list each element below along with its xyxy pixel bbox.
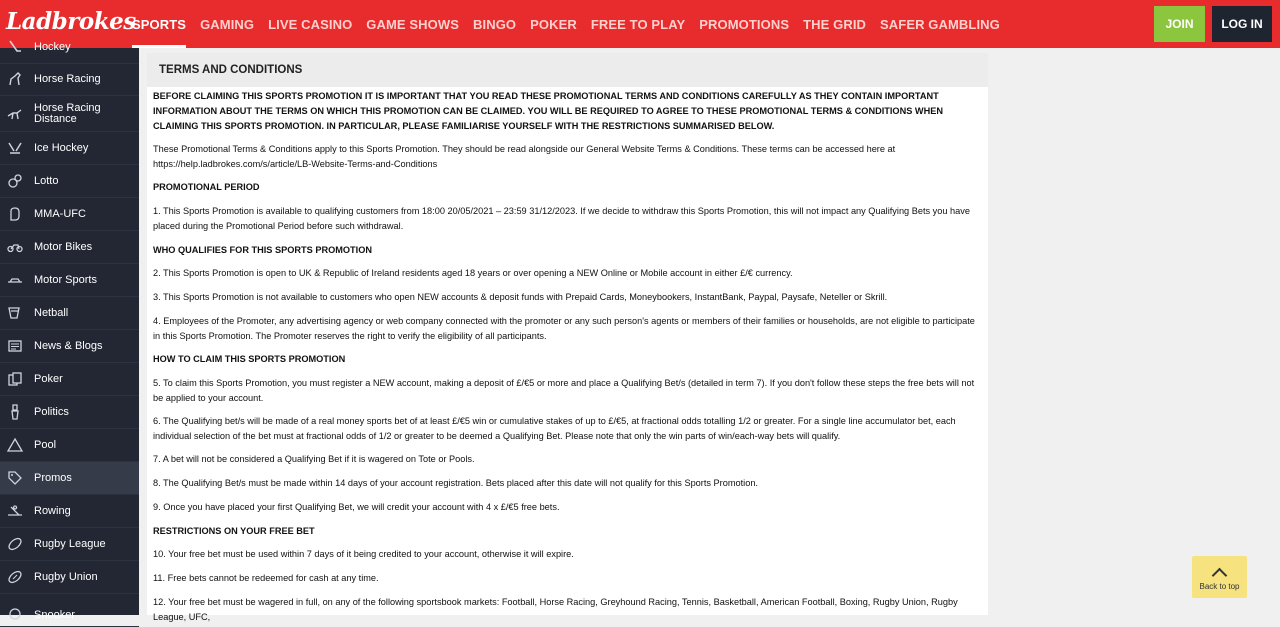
heading-promotional-period: PROMOTIONAL PERIOD xyxy=(153,182,260,192)
sidebar-item-label: Promos xyxy=(34,471,72,484)
nav-bingo[interactable]: BINGO xyxy=(473,16,517,32)
lotto-icon xyxy=(7,173,23,189)
sidebar-item-label: Lotto xyxy=(34,174,59,187)
main-nav xyxy=(132,0,1014,48)
back-to-top-button[interactable] xyxy=(1192,556,1247,598)
term-11: 11. Free bets cannot be redeemed for cash at any time. xyxy=(153,573,379,583)
tag-icon xyxy=(7,470,23,486)
sidebar-item-label: Snooker xyxy=(34,609,75,621)
sidebar-item-ice-hockey[interactable] xyxy=(0,132,139,165)
sidebar-item-horse-racing[interactable] xyxy=(0,63,139,96)
sidebar-item-mma-ufc[interactable] xyxy=(0,198,139,231)
term-5: 5. To claim this Sports Promotion, you must register a NEW account, making a deposit of £/€5 or more and place a Qualifying Bet/s (detailed in term 7). If you don't follow these steps the free bets will not be applied to your account. xyxy=(153,378,975,403)
nav-the-grid[interactable]: THE GRID xyxy=(803,16,867,32)
sidebar-item-snooker[interactable] xyxy=(0,594,139,627)
car-icon xyxy=(7,272,23,288)
horse-icon xyxy=(7,71,23,87)
politics-icon xyxy=(7,404,23,420)
nav-promotions[interactable]: PROMOTIONS xyxy=(699,16,790,32)
sidebar-item-horse-racing-distance[interactable] xyxy=(0,96,139,132)
horse-distance-icon xyxy=(7,106,23,122)
term-3: 3. This Sports Promotion is not available to customers who open NEW accounts & deposit funds with Prepaid Cards, Moneybookers, InstantBank, Paypal, Paysafe, Neteller or Skrill. xyxy=(153,292,888,302)
sidebar-item-label: Motor Sports xyxy=(34,273,97,286)
top-header xyxy=(0,0,1280,48)
sidebar-item-rugby-league[interactable] xyxy=(0,528,139,561)
sports-sidebar xyxy=(0,40,139,621)
sidebar-item-motor-sports[interactable] xyxy=(0,264,139,297)
sidebar-item-label: Hockey xyxy=(34,40,71,53)
sidebar-item-label: Horse Racing Distance xyxy=(34,101,101,125)
term-2: 2. This Sports Promotion is open to UK & Republic of Ireland residents aged 18 years or over opening a NEW Online or Mobile account in either £/€ currency. xyxy=(153,268,793,278)
sidebar-item-politics[interactable] xyxy=(0,396,139,429)
nav-gaming[interactable]: GAMING xyxy=(200,16,255,32)
sidebar-item-label: Motor Bikes xyxy=(34,240,93,253)
rugby-union-icon xyxy=(7,569,23,585)
join-button[interactable]: JOIN xyxy=(1154,6,1205,42)
nav-game-shows[interactable]: GAME SHOWS xyxy=(366,16,460,32)
sidebar-item-label: Rugby Union xyxy=(34,570,98,583)
term-12: 12. Your free bet must be wagered in full, on any of the following sportsbook markets: Football, Horse Racing, Greyhound Racing, Tennis, Basketball, American Football, Boxing, Rugby Union, Rugby League, UFC, xyxy=(153,597,958,622)
sidebar-item-label: Pool xyxy=(34,438,57,451)
term-7: 7. A bet will not be considered a Qualifying Bet if it is wagered on Tote or Pools. xyxy=(153,454,475,464)
rugby-ball-icon xyxy=(7,536,23,552)
sidebar-item-lotto[interactable] xyxy=(0,165,139,198)
sidebar-item-label: MMA-UFC xyxy=(34,207,86,220)
nav-safer-gambling[interactable]: SAFER GAMBLING xyxy=(880,16,1000,32)
nav-free-to-play[interactable]: FREE TO PLAY xyxy=(590,16,686,32)
sidebar-item-promos[interactable] xyxy=(0,462,139,495)
motorbike-icon xyxy=(7,239,23,255)
term-6: 6. The Qualifying bet/s will be made of a real money sports bet of at least £/€5 win or cumulative stakes of up to £/€5, at fractional odds totalling 1/2 or greater. For a single line accumulator bet, each individual selection of the bet must at fractional odds of 1/2 or greater to be deemed a Qualifying Bet. Please note that only the win parts of win/each-way bets will qualify. xyxy=(153,416,956,441)
sidebar-item-rugby-union[interactable] xyxy=(0,561,139,594)
news-icon xyxy=(7,338,23,354)
sidebar-item-label: Politics xyxy=(34,405,69,418)
sidebar-item-label: Rowing xyxy=(34,504,71,517)
terms-panel xyxy=(147,53,988,622)
sidebar-item-label: Horse Racing xyxy=(34,72,101,85)
terms-intro: BEFORE CLAIMING THIS SPORTS PROMOTION IT IS IMPORTANT THAT YOU READ THESE PROMOTIONAL TERMS AND CONDITIONS CAREFULLY AS THEY CONTAIN IMPORTANT INFORMATION ABOUT THE TERMS ON WHICH THIS PROMOTION CAN BE CLAIMED. YOU WILL BE REQUIRED TO AGREE TO THESE PROMOTIONAL TERMS & CONDITIONS WHEN CLAIMING THIS SPORTS PROMOTION. IN PARTICULAR, PLEASE FAMILIARISE YOURSELF WITH THE RESTRICTIONS SUMMARISED BELOW. xyxy=(153,91,943,131)
sidebar-item-rowing[interactable] xyxy=(0,495,139,528)
terms-title: TERMS AND CONDITIONS xyxy=(147,53,988,87)
cards-icon xyxy=(7,371,23,387)
glove-icon xyxy=(7,206,23,222)
ice-hockey-icon xyxy=(7,140,23,156)
sidebar-item-label: Ice Hockey xyxy=(34,141,89,154)
nav-live-casino[interactable]: LIVE CASINO xyxy=(268,16,353,32)
sidebar-item-poker[interactable] xyxy=(0,363,139,396)
sidebar-item-label: Netball xyxy=(34,306,69,319)
terms-apply: These Promotional Terms & Conditions apply to this Sports Promotion. They should be read alongside our General Website Terms & Conditions. These terms can be accessed here at https://help.ladbrokes.com/s/article/LB-Website-Terms-and-Conditions xyxy=(153,144,896,169)
term-10: 10. Your free bet must be used within 7 days of it being credited to your account, otherwise it will expire. xyxy=(153,549,574,559)
heading-restrictions: RESTRICTIONS ON YOUR FREE BET xyxy=(153,526,315,536)
sidebar-item-pool[interactable] xyxy=(0,429,139,462)
login-button[interactable]: LOG IN xyxy=(1212,6,1272,42)
nav-poker[interactable]: POKER xyxy=(530,16,577,32)
term-9: 9. Once you have placed your first Qualifying Bet, we will credit your account with 4 x £/€5 free bets. xyxy=(153,502,560,512)
sidebar-item-news-blogs[interactable] xyxy=(0,330,139,363)
rowing-icon xyxy=(7,503,23,519)
term-8: 8. The Qualifying Bet/s must be made within 14 days of your account registration. Bets placed after this date will not qualify for this Sports Promotion. xyxy=(153,478,758,488)
back-to-top-label: Back to top xyxy=(1199,581,1240,591)
term-1: 1. This Sports Promotion is available to qualifying customers from 18:00 20/05/2021 – 23:59 31/12/2023. If we decide to withdraw this Sports Promotion, this will not impact any Qualifying Bets you have placed during the Promotional Period before such withdrawal. xyxy=(153,206,970,231)
heading-who-qualifies: WHO QUALIFIES FOR THIS SPORTS PROMOTION xyxy=(153,245,372,255)
heading-how-to-claim: HOW TO CLAIM THIS SPORTS PROMOTION xyxy=(153,354,346,364)
hockey-icon xyxy=(7,39,23,55)
sidebar-item-netball[interactable] xyxy=(0,297,139,330)
sidebar-item-label: Poker xyxy=(34,372,63,385)
sidebar-item-label: Rugby League xyxy=(34,537,106,550)
snooker-icon xyxy=(7,606,23,622)
sidebar-item-motor-bikes[interactable] xyxy=(0,231,139,264)
sidebar-item-label: News & Blogs xyxy=(34,339,103,352)
nav-sports[interactable]: SPORTS xyxy=(132,0,186,48)
chevron-up-icon xyxy=(1212,567,1228,583)
ladbrokes-logo[interactable]: Ladbrokes xyxy=(6,8,136,35)
term-4: 4. Employees of the Promoter, any advertising agency or web company connected with the promoter or any such person's agents or members of their families or households, are not eligible to participate in this Sports Promotion. The Promoter reserves the right to verify the eligibility of all participants. xyxy=(153,316,975,341)
netball-icon xyxy=(7,305,23,321)
sidebar-item-hockey[interactable] xyxy=(0,31,139,64)
triangle-icon xyxy=(7,437,23,453)
